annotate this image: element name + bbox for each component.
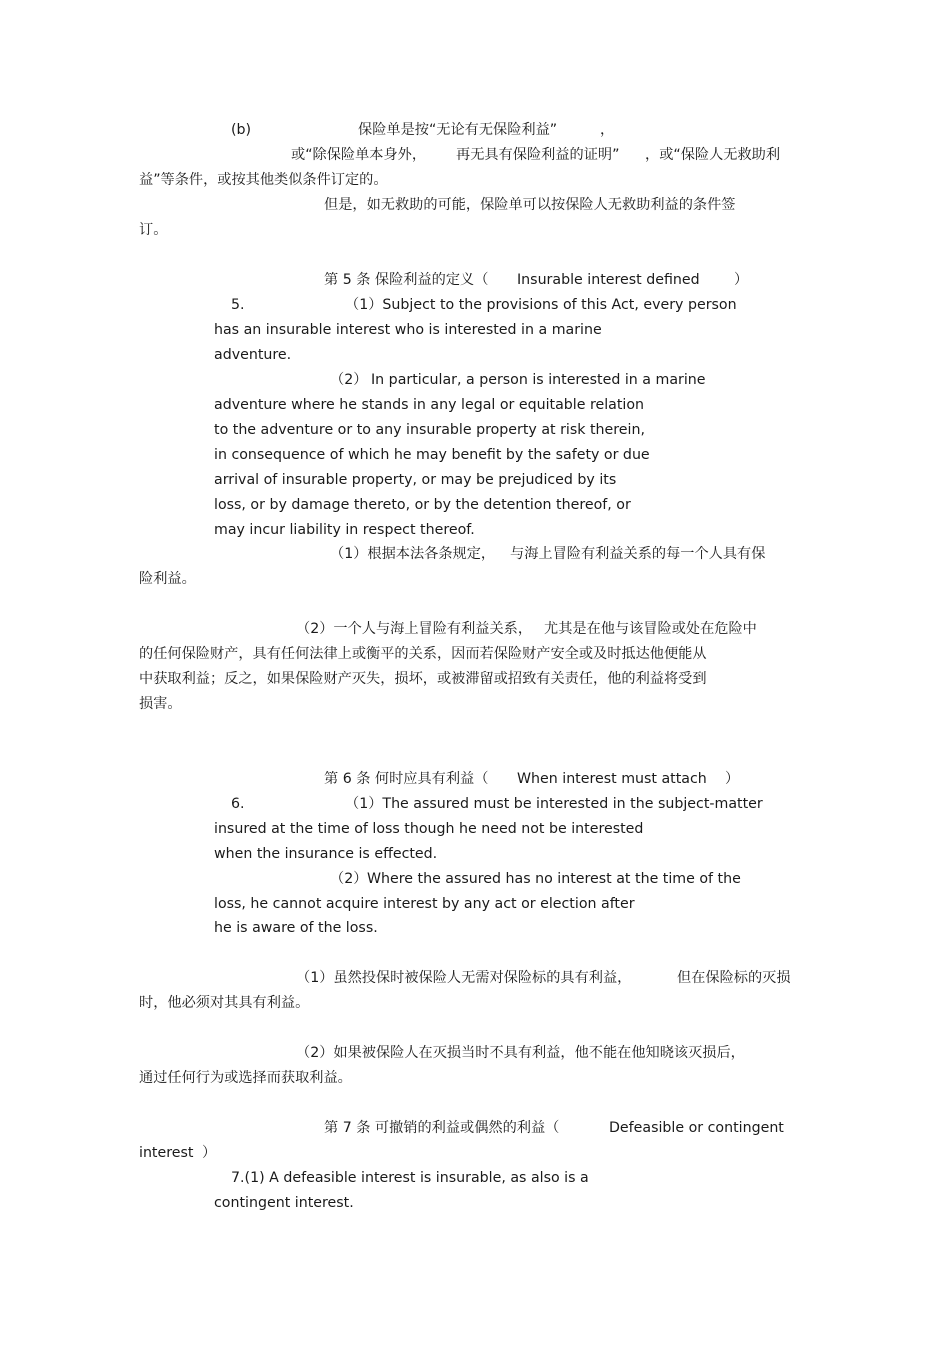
section6-para2-marker: （2） [330, 871, 368, 887]
section6-cn2-line1: （2）如果被保险人在灭损当时不具有利益，他不能在他知晓该灭损后， [296, 1045, 745, 1061]
section6-cn1-line2: 时，他必须对其具有利益。 [139, 995, 310, 1011]
section6-para1-line3: when the insurance is effected. [214, 846, 438, 862]
clause-b-line5: 订。 [139, 222, 168, 238]
section6-heading-cn: 第 6 条 何时应具有利益（ [324, 771, 489, 787]
section6-heading-close: ） [725, 771, 740, 787]
section5-heading-en: Insurable interest defined [517, 272, 700, 288]
section6-para1-line2: insured at the time of loss though he need not be interested [214, 821, 644, 837]
section6-heading-en: When interest must attach [517, 771, 707, 787]
section6-para2-line3: he is aware of the loss. [214, 920, 378, 936]
clause-b-line4: 但是，如无救助的可能，保险单可以按保险人无救助利益的条件签 [324, 197, 736, 213]
section5-para1-line2: has an insurable interest who is interested in a marine [214, 322, 602, 338]
section5-para2-line6: loss, or by damage thereto, or by the detention thereof, or [214, 497, 631, 513]
section6-number: 6. [231, 796, 245, 812]
section5-heading-close: ） [734, 272, 749, 288]
section5-cn1-b: 与海上冒险有利益关系的每一个人具有保 [510, 546, 766, 562]
section5-cn2-line2: 的任何保险财产，具有任何法律上或衡平的关系，因而若保险财产安全或及时抵达他便能从 [139, 646, 707, 662]
section5-para1-line3: adventure. [214, 347, 292, 363]
section6-cn1-b: 但在保险标的灭损 [677, 970, 791, 986]
clause-b-line3: 益”等条件，或按其他类似条件订定的。 [139, 172, 388, 188]
section5-cn1-a: （1）根据本法各条规定， [330, 546, 496, 562]
section7-para1-line1: 7.(1) A defeasible interest is insurable, as also is a [231, 1170, 589, 1186]
section6-para2-line1: Where the assured has no interest at the time of the [367, 871, 741, 887]
section5-cn2-b: 尤其是在他与该冒险或处在危险中 [544, 621, 757, 637]
section7-heading-en: Defeasible or contingent [609, 1120, 784, 1136]
section7-para1-line2: contingent interest. [214, 1195, 354, 1211]
section5-para2-line2: adventure where he stands in any legal or equitable relation [214, 397, 645, 413]
section5-para1-line1: （1）Subject to the provisions of this Act, every person [345, 297, 737, 313]
section6-para1-line1: （1）The assured must be interested in the subject-matter [345, 796, 763, 812]
section7-heading-close: ） [202, 1145, 217, 1161]
section5-number: 5. [231, 297, 245, 313]
clause-b-comma: ， [600, 122, 615, 138]
section5-heading-cn: 第 5 条 保险利益的定义（ [324, 272, 489, 288]
section5-cn2-line4: 损害。 [139, 696, 182, 712]
section7-heading-cn: 第 7 条 可撤销的利益或偶然的利益（ [324, 1120, 560, 1136]
section6-cn2-line2: 通过任何行为或选择而获取利益。 [139, 1070, 352, 1086]
clause-b-line2c: ，或“保险人无救助利 [645, 147, 781, 163]
section6-cn1-a: （1）虽然投保时被保险人无需对保险标的具有利益， [296, 970, 632, 986]
section5-para2-line4: in consequence of which he may benefit by the safety or due [214, 447, 650, 463]
section5-cn1-line2: 险利益。 [139, 571, 196, 587]
section5-cn2-line3: 中获取利益；反之，如果保险财产灭失，损坏，或被滞留或招致有关责任，他的利益将受到 [139, 671, 707, 687]
clause-b-line2a: 或“除保险单本身外， [291, 147, 427, 163]
section7-heading-line2: interest [139, 1145, 194, 1161]
section5-para2-line1: In particular, a person is interested in a marine [371, 372, 706, 388]
clause-b-line2b: 再无具有保险利益的证明” [456, 147, 620, 163]
clause-b-text: 保险单是按“无论有无保险利益” [358, 122, 558, 138]
section5-para2-line3: to the adventure or to any insurable property at risk therein, [214, 422, 645, 438]
section6-para2-line2: loss, he cannot acquire interest by any act or election after [214, 896, 635, 912]
clause-b-label: (b) [231, 122, 252, 138]
section5-cn2-a: （2）一个人与海上冒险有利益关系， [296, 621, 533, 637]
section5-para2-line7: may incur liability in respect thereof. [214, 522, 475, 538]
section5-para2-line5: arrival of insurable property, or may be prejudiced by its [214, 472, 617, 488]
section5-para2-marker: （2） [330, 372, 368, 388]
